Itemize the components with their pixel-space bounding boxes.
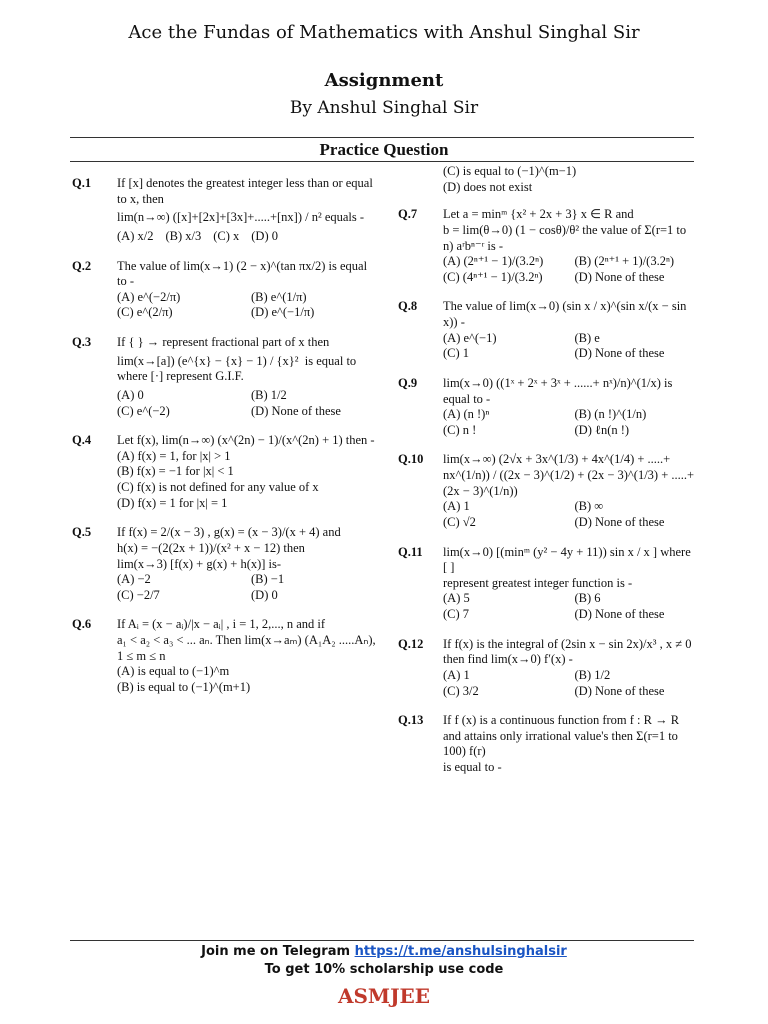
- option: (D) does not exist: [443, 179, 533, 194]
- question-text: The value of lim(x→0) (sin x / x)^(sin x/(x − sin x)) -: [443, 299, 687, 329]
- option: (C) x: [213, 228, 240, 243]
- option: (D) f(x) = 1 for |x| = 1: [117, 495, 228, 510]
- option: (D) None of these: [574, 683, 665, 698]
- question-number: Q.6: [72, 617, 92, 632]
- question-text: If Aᵢ = (x − aᵢ)/|x − aᵢ| , i = 1, 2,..., n and if: [117, 617, 326, 632]
- option: (A) x/2: [117, 228, 154, 243]
- section-rule-bottom: [70, 161, 694, 162]
- question-number: Q.4: [72, 433, 92, 448]
- option: (C) is equal to (−1)^(m−1): [443, 164, 577, 178]
- options-grid: [117, 572, 377, 603]
- question-q9: [398, 376, 698, 439]
- option: (D) ℓn(n !): [574, 422, 630, 437]
- option: (D) None of these: [574, 514, 665, 529]
- question-number: Q.11: [398, 544, 423, 559]
- right-column: [398, 164, 698, 790]
- question-q7: [398, 207, 698, 285]
- telegram-label: Join me on Telegram: [201, 944, 351, 959]
- option: (C) 3/2: [443, 683, 479, 698]
- option: (B) e: [574, 330, 600, 345]
- option: (D) None of these: [574, 607, 665, 621]
- question-text: If [x] denotes the greatest integer less than or equal to x, then: [117, 176, 373, 206]
- question-q2: [72, 259, 377, 322]
- question-text: If { } → represent fractional part of x then: [117, 335, 330, 349]
- question-text: lim(x→3) [f(x) + g(x) + h(x)] is-: [117, 556, 282, 571]
- question-q12: [398, 637, 698, 700]
- option: (C) −2/7: [117, 587, 160, 602]
- option: (B) 1/2: [574, 667, 611, 682]
- option: (B) −1: [251, 572, 285, 587]
- question-number: Q.5: [72, 525, 92, 540]
- question-text: then find lim(x→0) f′(x) -: [443, 652, 573, 667]
- question-text: If f(x) = 2/(x − 3) , g(x) = (x − 3)/(x + 4) and: [117, 525, 341, 540]
- option: (A) e^(−1): [443, 330, 497, 345]
- option: (C) f(x) is not defined for any value of x: [117, 480, 319, 494]
- q6-continued-options: [443, 164, 698, 195]
- question-number: Q.10: [398, 452, 424, 467]
- question-number: Q.1: [72, 176, 92, 190]
- option: (A) f(x) = 1, for |x| > 1: [117, 448, 231, 463]
- question-q8: [398, 299, 698, 362]
- question-text: is equal to -: [443, 760, 502, 774]
- question-number: Q.7: [398, 207, 418, 222]
- question-q10: [398, 452, 698, 530]
- section-rule-top: [70, 137, 694, 138]
- telegram-link[interactable]: https://t.me/anshulsinghalsir: [354, 944, 567, 959]
- option: (D) 0: [251, 228, 278, 243]
- option: (B) (n !)^(1/n): [574, 407, 647, 422]
- telegram-line: [0, 944, 768, 959]
- question-text: The value of lim(x→1) (2 − x)^(tan πx/2) is equal to -: [117, 258, 368, 289]
- option: (A) 5: [443, 591, 470, 606]
- question-text: If f (x) is a continuous function from f : R → R: [443, 713, 680, 728]
- option: (A) 0: [117, 387, 144, 402]
- options-grid: [443, 591, 698, 622]
- question-q13: [398, 713, 698, 776]
- question-q6: [72, 617, 377, 695]
- option: (D) None of these: [574, 269, 665, 284]
- question-text: Let f(x), lim(n→∞) (x^(2n) − 1)/(x^(2n) + 1) then -: [117, 433, 375, 448]
- options-row: [117, 229, 377, 245]
- option: (B) 6: [574, 591, 601, 606]
- option: (B) x/3: [165, 228, 202, 243]
- question-text: a₁ < a₂ < a₃ < ... aₙ. Then lim(x→aₘ) (A₁A₂ .....Aₙ),: [117, 633, 376, 647]
- option: (A) −2: [117, 572, 151, 587]
- options-grid: [443, 407, 698, 438]
- question-text: If f(x) is the integral of (2sin x − sin 2x)/x³ , x ≠ 0: [443, 636, 692, 651]
- section-title: Practice Question: [319, 140, 449, 159]
- option: (B) 1/2: [251, 387, 287, 402]
- option: (D) e^(−1/π): [251, 305, 315, 320]
- question-number: Q.2: [72, 258, 92, 273]
- question-text: lim(x→∞) (2√x + 3x^(1/3) + 4x^(1/4) + .....+ nx^(1/n)) / ((2x − 3)^(1/2) + (2x − 3)^(1/3) + .....+ (2x − 3)^(1/n)): [443, 452, 695, 498]
- option: (D) 0: [251, 587, 278, 602]
- brand-title: Ace the Fundas of Mathematics with Anshul Singhal Sir: [128, 22, 640, 43]
- option: (A) is equal to (−1)^m: [117, 664, 230, 679]
- author-subtitle: By Anshul Singhal Sir: [289, 98, 479, 118]
- option: (B) f(x) = −1 for |x| < 1: [117, 464, 234, 479]
- question-text: 1 ≤ m ≤ n: [117, 648, 166, 663]
- question-number: Q.9: [398, 375, 418, 390]
- option: (C) n !: [443, 422, 477, 437]
- option: (C) 7: [443, 607, 470, 621]
- math-expression: lim(x→[a]) (e^{x} − {x} − 1) / {x}² is equal to where [·] represent G.I.F.: [117, 353, 360, 384]
- question-text: Let a = minᵐ {x² + 2x + 3} x ∈ R and: [443, 207, 634, 222]
- option: (A) (2ⁿ⁺¹ − 1)/(3.2ⁿ): [443, 254, 544, 269]
- question-text: h(x) = −(2(2x + 1))/(x² + x − 12) then: [117, 540, 305, 555]
- promo-code: ASMJEE: [337, 984, 431, 1008]
- option: (C) e^(2/π): [117, 305, 173, 320]
- question-text: and attains only irrational value's then Σ(r=1 to 100) f(r): [443, 728, 678, 759]
- option: (A) e^(−2/π): [117, 289, 181, 304]
- question-q1: [72, 176, 377, 245]
- option: (C) √2: [443, 514, 476, 529]
- option: (C) e^(−2): [117, 403, 170, 418]
- option: (B) is equal to (−1)^(m+1): [117, 679, 251, 694]
- footer-rule: [70, 940, 694, 941]
- options-grid: [117, 388, 377, 419]
- question-text: b = lim(θ→0) (1 − cosθ)/θ² the value of Σ(r=1 to n) aʳbⁿ⁻ʳ is -: [443, 222, 687, 253]
- option: (A) 1: [443, 667, 470, 682]
- math-expression: lim(n→∞) ([x]+[2x]+[3x]+.....+[nx]) / n² equals -: [117, 210, 365, 225]
- options-grid: [443, 331, 698, 362]
- assignment-title: Assignment: [324, 70, 444, 91]
- question-number: Q.8: [398, 299, 418, 314]
- option: (B) (2ⁿ⁺¹ + 1)/(3.2ⁿ): [574, 254, 675, 269]
- option: (B) ∞: [574, 499, 604, 514]
- option: (A) 1: [443, 499, 470, 514]
- question-text: lim(x→0) [(minᵐ (y² − 4y + 11)) sin x / x ] where [ ]: [443, 544, 691, 575]
- question-q4: [72, 433, 377, 511]
- question-text: lim(x→0) ((1ˣ + 2ˣ + 3ˣ + ......+ nˣ)/n)^(1/x) is equal to -: [443, 375, 673, 406]
- option: (C) (4ⁿ⁺¹ − 1)/(3.2ⁿ): [443, 269, 543, 284]
- options-grid: [443, 254, 698, 285]
- question-number: Q.3: [72, 335, 92, 349]
- question-q11: [398, 545, 698, 623]
- question-text: represent greatest integer function is -: [443, 575, 633, 590]
- question-q5: [72, 525, 377, 603]
- options-grid: [443, 668, 698, 699]
- left-column: [72, 176, 377, 710]
- option: (A) (n !)ⁿ: [443, 407, 490, 422]
- options-grid: [443, 499, 698, 530]
- question-q3: [72, 335, 377, 419]
- question-number: Q.12: [398, 636, 424, 651]
- option: (D) None of these: [574, 346, 665, 361]
- question-number: Q.13: [398, 713, 424, 728]
- scholarship-text: To get 10% scholarship use code: [264, 962, 504, 977]
- option: (C) 1: [443, 346, 470, 361]
- options-grid: [117, 290, 377, 321]
- option: (D) None of these: [251, 403, 341, 418]
- option: (B) e^(1/π): [251, 289, 307, 304]
